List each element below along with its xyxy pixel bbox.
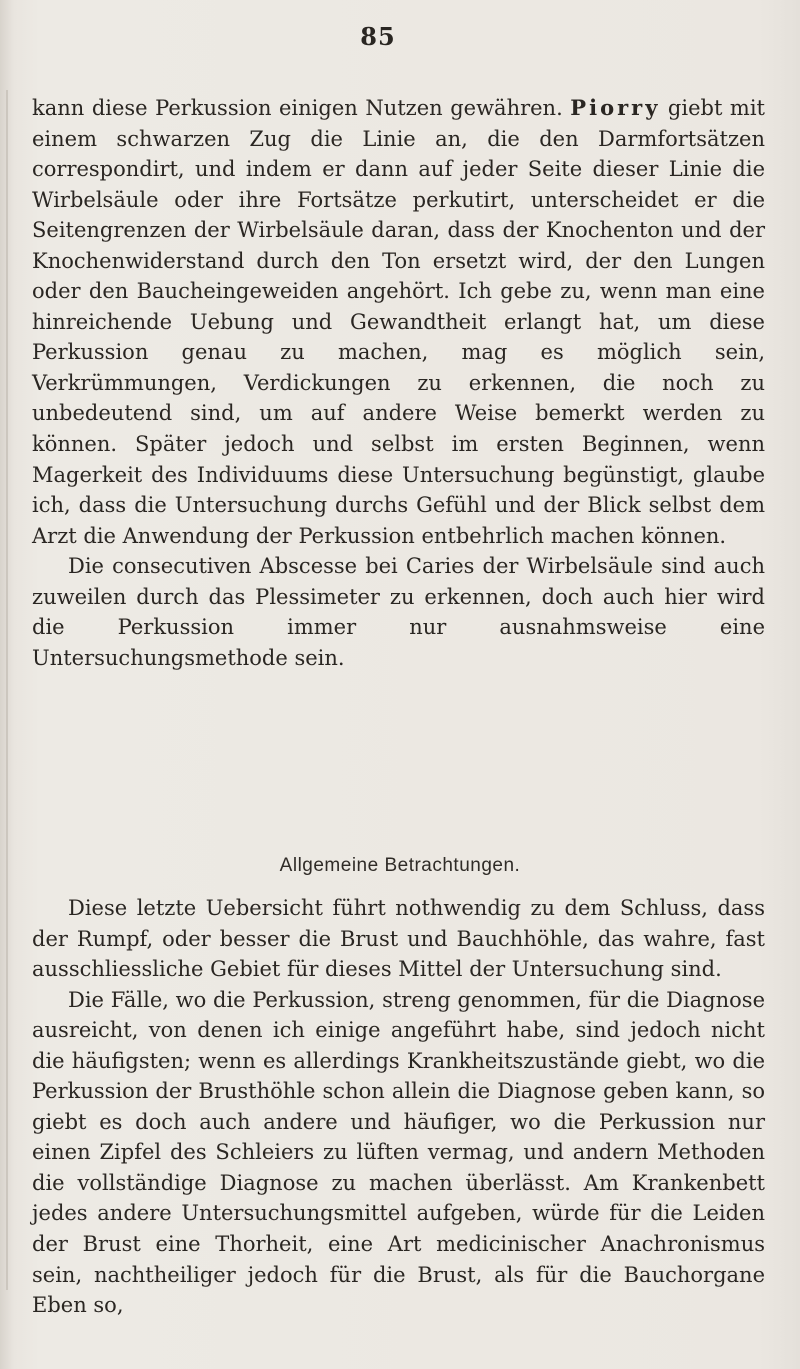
page-number: 85 [360,22,396,51]
text-block-lower [32,893,765,1321]
paragraph-faelle: Die Fälle, wo die Perkussion, streng genommen, für die Diagnose ausreicht, von denen ich einige angeführt habe, sind jedoch nicht die häufigsten; wenn es allerdings Krankheitszustände giebt, wo die Perkussion der Brusthöhle schon allein die Diagnose geben kann, so giebt es doch auch andere und häufiger, wo die Perkussion nur einen Zipfel des Schleiers zu lüften vermag, und andern Methoden die vollständige Diagnose zu machen überlässt. Am Krankenbett jedes andere Untersuchungsmittel aufgeben, würde für die Leiden der Brust eine Thorheit, eine Art medicinischer Anachronismus sein, nachtheiliger jedoch für die Brust, als für die Bauchorgane Eben so, [32,987,765,1318]
section-heading: Allgemeine Betrachtungen. [279,855,521,876]
paragraph-perkussion-wirbelsaeule [32,93,765,551]
paragraph-uebersicht: Diese letzte Uebersicht führt nothwendig zu dem Schluss, dass der Rumpf, oder besser die Brust und Bauchhöhle, das wahre, fast ausschliessliche Gebiet für dieses Mittel der Untersuchung sind. [32,896,765,982]
binding-shadow [6,90,8,1290]
author-name-piorry: Piorry [570,95,661,120]
paragraph-abscesse: Die consecutiven Abscesse bei Caries der Wirbelsäule sind auch zuweilen durch das Plessimeter zu erkennen, doch auch hier wird die Perkussion immer nur ausnahmsweise eine Untersuchungsmethode sein. [32,554,765,670]
text-block-upper [32,93,765,673]
paragraph-text-rest: giebt mit einem schwarzen Zug die Linie an, die den Darmfortsätzen correspondirt, und indem er dann auf jeder Seite dieser Linie die Wirbelsäule oder ihre Fortsätze perkutirt, unterscheidet er die Seitengrenzen der Wirbelsäule daran, dass der Knochenton und der Knochenwiderstand durch den Ton ersetzt wird, der den Lungen oder den Baucheingeweiden angehört. Ich gebe zu, wenn man eine hinreichende Uebung und Gewandtheit erlangt hat, um diese Perkussion genau zu machen, mag es möglich sein, Verkrümmungen, Verdickungen zu erkennen, die noch zu unbedeutend sind, um auf andere Weise bemerkt werden zu können. Später jedoch und selbst im ersten Beginnen, wenn Magerkeit des Individuums diese Untersuchung begünstigt, glaube ich, dass die Untersuchung durchs Gefühl und der Blick selbst dem Arzt die Anwendung der Perkussion entbehrlich machen können. [32,96,765,548]
paragraph-text-start: kann diese Perkussion einigen Nutzen gewähren. [32,96,571,120]
